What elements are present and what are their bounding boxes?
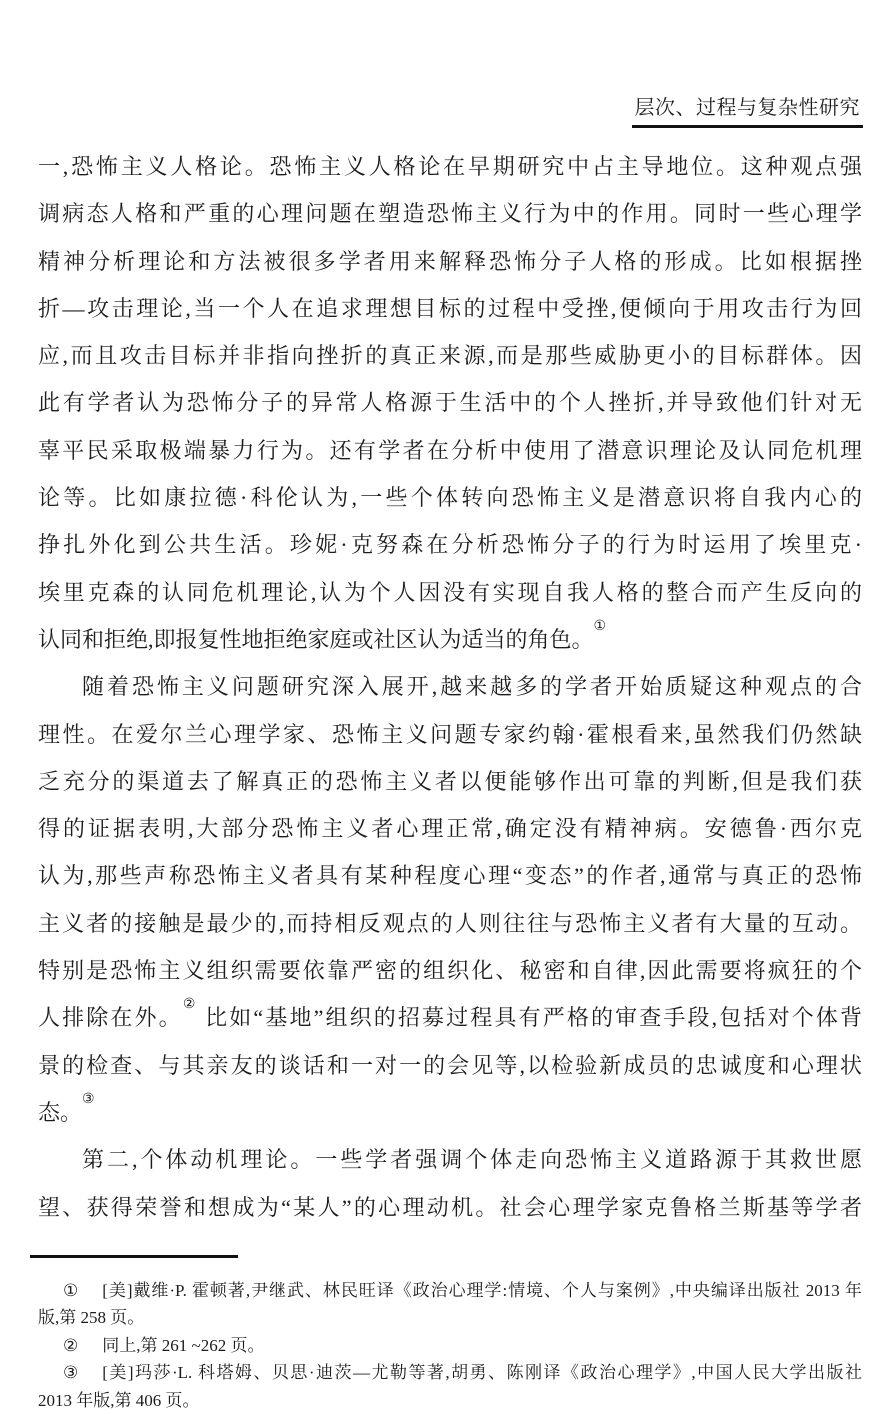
running-header [632, 94, 864, 128]
footnote-marker-1: ① [63, 1281, 79, 1300]
text-line: 调病态人格和严重的心理问题在塑造恐怖主义行为中的作用。同时一些心理学 [38, 201, 862, 227]
text-line: 得的证据表明,大部分恐怖主义者心理正常,确定没有精神病。安德鲁·西尔克 [38, 816, 862, 842]
text-line: 埃里克森的认同危机理论,认为个人因没有实现自我人格的整合而产生反向的 [38, 579, 862, 605]
footnote-ref-1: ① [593, 618, 607, 634]
text-line: 折—攻击理论,当一个人在追求理想目标的过程中受挫,便倾向于用攻击行为回 [38, 295, 862, 321]
text-line-paragraph-end: 认同和拒绝,即报复性地拒绝家庭或社区认为适当的角色。① [38, 618, 607, 652]
footnote-line [38, 1332, 862, 1359]
footnote-line [38, 1304, 862, 1331]
running-header-title: 层次、过程与复杂性研究 [634, 97, 860, 119]
footnote-text: 版,第 258 页。 [38, 1308, 145, 1328]
text-line-paragraph-end: 态。③ [38, 1091, 95, 1125]
footnote-text: 2013 年版,第 406 页。 [38, 1390, 200, 1410]
text-line-paragraph-start: 随着恐怖主义问题研究深入展开,越来越多的学者开始质疑这种观点的合 [82, 674, 862, 700]
footnotes-block [38, 1277, 862, 1414]
text-line: 一,恐怖主义人格论。恐怖主义人格论在早期研究中占主导地位。这种观点强 [38, 154, 862, 179]
text-line: 理性。在爱尔兰心理学家、恐怖主义问题专家约翰·霍根看来,虽然我们仍然缺 [38, 721, 862, 747]
text-line: 主义者的接触是最少的,而持相反观点的人则往往与恐怖主义者有大量的互动。 [38, 910, 862, 936]
text-line: 认为,那些声称恐怖主义者具有某种程度心理“变态”的作者,通常与真正的恐怖 [38, 863, 862, 889]
footnote-marker-3: ③ [63, 1363, 79, 1383]
footnote-text: 同上,第 261 ~262 页。 [102, 1335, 265, 1355]
text-line: 辜平民采取极端暴力行为。还有学者在分析中使用了潜意识理论及认同危机理 [38, 437, 862, 463]
footnote-text: [美]戴维·P. 霍顿著,尹继武、林民旺译《政治心理学:情境、个人与案例》,中央编译出版社 2013 年 [102, 1281, 862, 1300]
body-text [38, 143, 862, 1231]
text-line: 人排除在外。② 比如“基地”组织的招募过程具有严格的审查手段,包括对个体背 [38, 997, 862, 1031]
text-line: 乏充分的渠道去了解真正的恐怖主义者以便能够作出可靠的判断,但是我们获 [38, 768, 862, 794]
text-line: 论等。比如康拉德·科伦认为,一些个体转向恐怖主义是潜意识将自我内心的 [38, 485, 862, 511]
footnote-line [38, 1387, 862, 1414]
text-line: 特别是恐怖主义组织需要依靠严密的组织化、秘密和自律,因此需要将疯狂的个 [38, 958, 862, 984]
footnote-ref-2: ② [182, 997, 198, 1013]
text-line: 精神分析理论和方法被很多学者用来解释恐怖分子人格的形成。比如根据挫 [38, 248, 862, 274]
text-line: 此有学者认为恐怖分子的异常人格源于生活中的个人挫折,并导致他们针对无 [38, 390, 862, 416]
footnote-line [38, 1277, 862, 1304]
text-line: 挣扎外化到公共生活。珍妮·克努森在分析恐怖分子的行为时运用了埃里克· [38, 532, 862, 558]
text-line: 景的检查、与其亲友的谈话和一对一的会见等,以检验新成员的忠诚度和心理状 [38, 1052, 862, 1078]
text-line: 应,而且攻击目标并非指向挫折的真正来源,而是那些威胁更小的目标群体。因 [38, 343, 862, 369]
text-line: 望、获得荣誉和想成为“某人”的心理动机。社会心理学家克鲁格兰斯基等学者 [38, 1194, 862, 1220]
footnote-marker-2: ② [63, 1335, 79, 1355]
footnote-separator [30, 1255, 238, 1258]
footnote-text: [美]玛莎·L. 科塔姆、贝思·迪茨—尤勒等著,胡勇、陈刚译《政治心理学》,中国人民大学出版社 [102, 1363, 862, 1383]
footnote-line [38, 1359, 862, 1386]
footnote-ref-3: ③ [82, 1091, 95, 1107]
text-line-paragraph-start: 第二,个体动机理论。一些学者强调个体走向恐怖主义道路源于其救世愿 [82, 1147, 862, 1173]
